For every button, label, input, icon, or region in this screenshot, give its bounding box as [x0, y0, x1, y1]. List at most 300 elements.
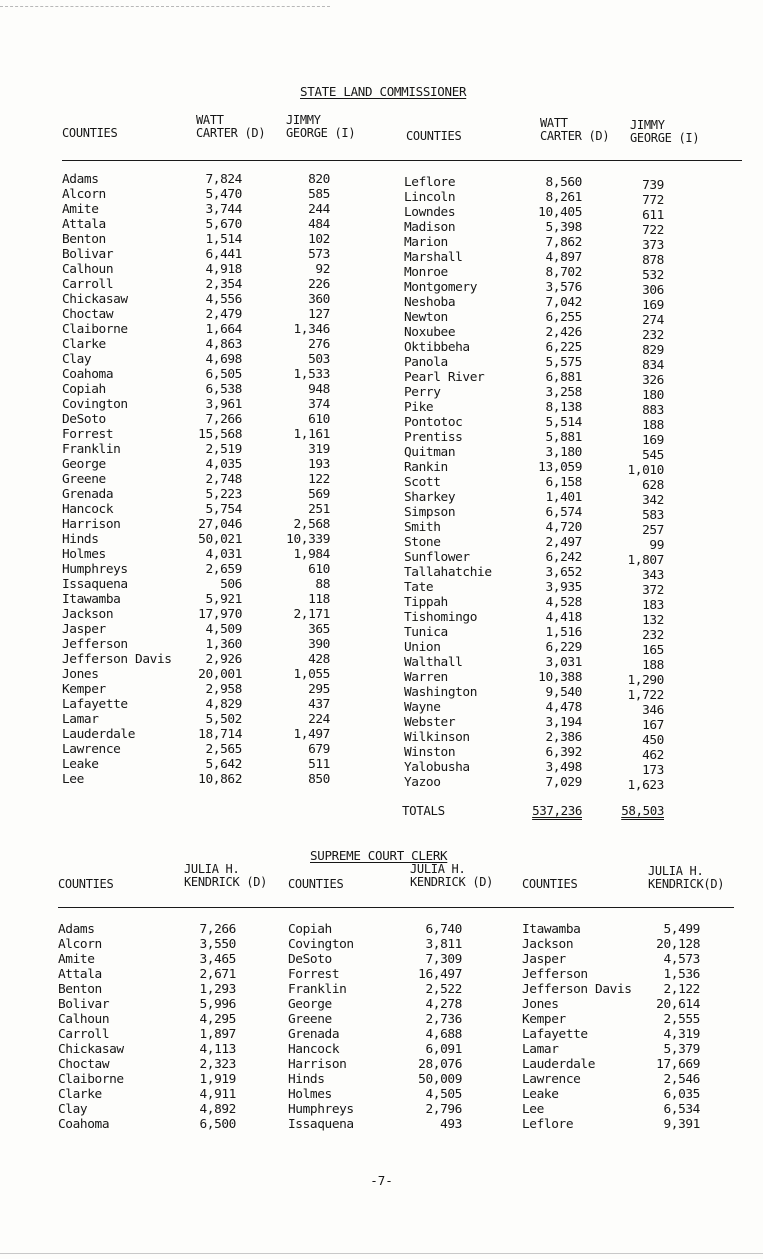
carter-votes-cell: 2,386 [545, 730, 582, 745]
county-cell: Leflore [522, 1117, 574, 1132]
header-line: JIMMY [286, 113, 321, 127]
county-cell: Walthall [404, 655, 463, 670]
carter-votes-cell: 50,021 [198, 532, 242, 547]
kendrick-votes-cell: 1,293 [199, 982, 236, 997]
county-cell: Choctaw [62, 307, 114, 322]
county-cell: Newton [404, 310, 448, 325]
county-cell: Marshall [404, 250, 463, 265]
kendrick-votes-cell: 6,035 [663, 1087, 700, 1102]
carter-votes-cell: 2,426 [545, 325, 582, 340]
carter-votes-cell: 3,031 [545, 655, 582, 670]
county-cell: Greene [288, 1012, 332, 1027]
george-votes-cell: 834 [642, 358, 664, 373]
county-cell: Winston [404, 745, 456, 760]
george-votes-cell: 569 [308, 487, 330, 502]
header-line: KENDRICK(D) [648, 877, 725, 891]
carter-votes-cell: 2,565 [205, 742, 242, 757]
county-cell: Kemper [62, 682, 106, 697]
header-line: JULIA H. [184, 862, 240, 876]
kendrick-votes-cell: 9,391 [663, 1117, 700, 1132]
george-votes-cell: 1,623 [627, 778, 664, 793]
county-cell: Copiah [62, 382, 106, 397]
george-votes-cell: 232 [642, 328, 664, 343]
carter-votes-cell: 5,398 [545, 220, 582, 235]
clerk-col3-votes-column [646, 922, 700, 1132]
county-cell: Franklin [62, 442, 121, 457]
county-cell: Chickasaw [58, 1042, 124, 1057]
george-votes-cell: 883 [642, 403, 664, 418]
george-votes-cell: 10,339 [286, 532, 330, 547]
county-cell: Itawamba [522, 922, 581, 937]
kendrick-votes-cell: 17,669 [656, 1057, 700, 1072]
land-totals-label: TOTALS [402, 803, 445, 818]
kendrick-votes-cell: 3,465 [199, 952, 236, 967]
carter-votes-cell: 5,514 [545, 415, 582, 430]
carter-votes-cell: 1,360 [205, 637, 242, 652]
george-votes-cell: 365 [308, 622, 330, 637]
county-cell: Adams [62, 172, 99, 187]
carter-votes-cell: 4,698 [205, 352, 242, 367]
george-votes-cell: 193 [308, 457, 330, 472]
page-number: -7- [370, 1173, 393, 1188]
kendrick-votes-cell: 2,796 [425, 1102, 462, 1117]
carter-votes-cell: 6,441 [205, 247, 242, 262]
george-votes-cell: 820 [308, 172, 330, 187]
carter-votes-cell: 4,031 [205, 547, 242, 562]
header-line: WATT [540, 116, 568, 130]
county-cell: Grenada [288, 1027, 340, 1042]
kendrick-votes-cell: 5,499 [663, 922, 700, 937]
clerk-col3-counties-header: COUNTIES [522, 877, 578, 891]
county-cell: Wilkinson [404, 730, 470, 745]
header-line: JULIA H. [410, 862, 466, 876]
kendrick-votes-cell: 493 [440, 1117, 462, 1132]
county-cell: Alcorn [58, 937, 102, 952]
land-right-george-column [620, 178, 664, 793]
carter-votes-cell: 1,516 [545, 625, 582, 640]
county-cell: Prentiss [404, 430, 463, 445]
supreme-court-clerk-title: SUPREME COURT CLERK [310, 848, 448, 863]
land-left-carter-column [190, 172, 242, 787]
county-cell: Noxubee [404, 325, 456, 340]
clerk-col1-counties-header: COUNTIES [58, 877, 114, 891]
carter-votes-cell: 5,670 [205, 217, 242, 232]
county-cell: Lauderdale [522, 1057, 596, 1072]
carter-votes-cell: 5,575 [545, 355, 582, 370]
kendrick-votes-cell: 6,534 [663, 1102, 700, 1117]
george-votes-cell: 346 [642, 703, 664, 718]
county-cell: Alcorn [62, 187, 106, 202]
county-cell: Harrison [288, 1057, 347, 1072]
header-line: KENDRICK (D) [410, 875, 494, 889]
carter-votes-cell: 2,659 [205, 562, 242, 577]
header-line: KENDRICK (D) [184, 875, 268, 889]
clerk-col2-kendrick-header [410, 863, 493, 889]
carter-votes-cell: 1,664 [205, 322, 242, 337]
header-line: CARTER (D) [196, 126, 266, 140]
county-cell: Lawrence [62, 742, 121, 757]
carter-votes-cell: 3,576 [545, 280, 582, 295]
kendrick-votes-cell: 4,911 [199, 1087, 236, 1102]
carter-votes-cell: 6,574 [545, 505, 582, 520]
county-cell: Franklin [288, 982, 347, 997]
carter-votes-cell: 8,261 [545, 190, 582, 205]
county-cell: Jackson [62, 607, 114, 622]
carter-votes-cell: 2,926 [205, 652, 242, 667]
kendrick-votes-cell: 4,319 [663, 1027, 700, 1042]
county-cell: Yalobusha [404, 760, 470, 775]
county-cell: Neshoba [404, 295, 456, 310]
county-cell: Leflore [404, 175, 456, 190]
george-votes-cell: 511 [308, 757, 330, 772]
george-votes-cell: 450 [642, 733, 664, 748]
george-votes-cell: 1,984 [293, 547, 330, 562]
carter-votes-cell: 4,478 [545, 700, 582, 715]
county-cell: Madison [404, 220, 456, 235]
land-left-george-column [282, 172, 330, 787]
george-votes-cell: 188 [642, 418, 664, 433]
carter-votes-cell: 4,918 [205, 262, 242, 277]
county-cell: Coahoma [62, 367, 114, 382]
kendrick-votes-cell: 4,688 [425, 1027, 462, 1042]
county-cell: Jones [522, 997, 559, 1012]
county-cell: Stone [404, 535, 441, 550]
carter-votes-cell: 8,702 [545, 265, 582, 280]
clerk-header-rule [58, 907, 734, 908]
land-right-carter-column [530, 175, 582, 790]
county-cell: Harrison [62, 517, 121, 532]
land-right-counties-column [404, 175, 492, 790]
carter-votes-cell: 5,470 [205, 187, 242, 202]
county-cell: Hancock [288, 1042, 340, 1057]
george-votes-cell: 169 [642, 433, 664, 448]
george-votes-cell: 343 [642, 568, 664, 583]
county-cell: Carroll [58, 1027, 110, 1042]
county-cell: Adams [58, 922, 95, 937]
george-votes-cell: 1,497 [293, 727, 330, 742]
george-votes-cell: 132 [642, 613, 664, 628]
county-cell: DeSoto [288, 952, 332, 967]
kendrick-votes-cell: 50,009 [418, 1072, 462, 1087]
county-cell: Rankin [404, 460, 448, 475]
kendrick-votes-cell: 2,522 [425, 982, 462, 997]
george-votes-cell: 232 [642, 628, 664, 643]
carter-votes-cell: 6,229 [545, 640, 582, 655]
county-cell: Hancock [62, 502, 114, 517]
clerk-col1-counties-column [58, 922, 124, 1132]
kendrick-votes-cell: 28,076 [418, 1057, 462, 1072]
county-cell: Smith [404, 520, 441, 535]
carter-votes-cell: 6,158 [545, 475, 582, 490]
land-right-george-header [630, 119, 699, 145]
county-cell: Covington [288, 937, 354, 952]
clerk-col1-kendrick-header [184, 863, 267, 889]
county-cell: Scott [404, 475, 441, 490]
county-cell: Jefferson [522, 967, 588, 982]
kendrick-votes-cell: 4,505 [425, 1087, 462, 1102]
carter-votes-cell: 6,881 [545, 370, 582, 385]
clerk-col2-counties-header: COUNTIES [288, 877, 344, 891]
kendrick-votes-cell: 16,497 [418, 967, 462, 982]
kendrick-votes-cell: 4,113 [199, 1042, 236, 1057]
county-cell: Perry [404, 385, 441, 400]
carter-votes-cell: 18,714 [198, 727, 242, 742]
george-votes-cell: 610 [308, 412, 330, 427]
county-cell: George [288, 997, 332, 1012]
george-votes-cell: 326 [642, 373, 664, 388]
george-votes-cell: 1,161 [293, 427, 330, 442]
george-votes-cell: 611 [642, 208, 664, 223]
george-votes-cell: 503 [308, 352, 330, 367]
george-votes-cell: 257 [642, 523, 664, 538]
county-cell: Panola [404, 355, 448, 370]
county-cell: Tippah [404, 595, 448, 610]
george-votes-cell: 948 [308, 382, 330, 397]
kendrick-votes-cell: 2,555 [663, 1012, 700, 1027]
header-line: CARTER (D) [540, 129, 610, 143]
carter-votes-cell: 2,519 [205, 442, 242, 457]
george-votes-cell: 878 [642, 253, 664, 268]
header-line: JULIA H. [648, 864, 704, 878]
county-cell: Tallahatchie [404, 565, 492, 580]
george-votes-cell: 374 [308, 397, 330, 412]
kendrick-votes-cell: 4,573 [663, 952, 700, 967]
carter-votes-cell: 17,970 [198, 607, 242, 622]
carter-votes-cell: 7,042 [545, 295, 582, 310]
carter-votes-cell: 4,418 [545, 610, 582, 625]
carter-votes-cell: 2,497 [545, 535, 582, 550]
county-cell: Montgomery [404, 280, 478, 295]
carter-votes-cell: 2,354 [205, 277, 242, 292]
carter-votes-cell: 6,225 [545, 340, 582, 355]
george-votes-cell: 127 [308, 307, 330, 322]
clerk-col2-votes-column [410, 922, 462, 1132]
carter-votes-cell: 5,223 [205, 487, 242, 502]
george-votes-cell: 583 [642, 508, 664, 523]
carter-votes-cell: 2,748 [205, 472, 242, 487]
george-votes-cell: 462 [642, 748, 664, 763]
carter-votes-cell: 1,514 [205, 232, 242, 247]
george-votes-cell: 319 [308, 442, 330, 457]
george-votes-cell: 390 [308, 637, 330, 652]
carter-votes-cell: 20,001 [198, 667, 242, 682]
george-votes-cell: 1,010 [627, 463, 664, 478]
george-votes-cell: 342 [642, 493, 664, 508]
george-votes-cell: 610 [308, 562, 330, 577]
header-line: GEORGE (I) [286, 126, 356, 140]
county-cell: Webster [404, 715, 456, 730]
county-cell: Lafayette [62, 697, 128, 712]
carter-votes-cell: 27,046 [198, 517, 242, 532]
carter-votes-cell: 3,652 [545, 565, 582, 580]
carter-votes-cell: 6,242 [545, 550, 582, 565]
carter-votes-cell: 5,921 [205, 592, 242, 607]
county-cell: Benton [62, 232, 106, 247]
carter-votes-cell: 15,568 [198, 427, 242, 442]
george-votes-cell: 360 [308, 292, 330, 307]
carter-votes-cell: 1,401 [545, 490, 582, 505]
george-votes-cell: 373 [642, 238, 664, 253]
county-cell: Clay [62, 352, 92, 367]
county-cell: Jackson [522, 937, 574, 952]
carter-votes-cell: 8,138 [545, 400, 582, 415]
george-votes-cell: 276 [308, 337, 330, 352]
county-cell: Hinds [288, 1072, 325, 1087]
county-cell: Calhoun [62, 262, 114, 277]
kendrick-votes-cell: 20,614 [656, 997, 700, 1012]
county-cell: Carroll [62, 277, 114, 292]
county-cell: Grenada [62, 487, 114, 502]
george-votes-cell: 183 [642, 598, 664, 613]
george-votes-cell: 484 [308, 217, 330, 232]
county-cell: Wayne [404, 700, 441, 715]
george-votes-cell: 585 [308, 187, 330, 202]
george-votes-cell: 1,055 [293, 667, 330, 682]
george-votes-cell: 722 [642, 223, 664, 238]
kendrick-votes-cell: 4,892 [199, 1102, 236, 1117]
carter-votes-cell: 3,194 [545, 715, 582, 730]
george-votes-cell: 1,722 [627, 688, 664, 703]
county-cell: Lowndes [404, 205, 456, 220]
header-line: JIMMY [630, 118, 665, 132]
george-votes-cell: 850 [308, 772, 330, 787]
county-cell: Amite [62, 202, 99, 217]
land-totals-george: 58,503 [621, 803, 664, 818]
county-cell: Chickasaw [62, 292, 128, 307]
land-header-rule [62, 160, 742, 161]
george-votes-cell: 99 [649, 538, 664, 553]
george-votes-cell: 88 [315, 577, 330, 592]
county-cell: Holmes [62, 547, 106, 562]
george-votes-cell: 102 [308, 232, 330, 247]
county-cell: Jefferson [62, 637, 128, 652]
county-cell: Humphreys [288, 1102, 354, 1117]
county-cell: Warren [404, 670, 448, 685]
george-votes-cell: 173 [642, 763, 664, 778]
george-votes-cell: 532 [642, 268, 664, 283]
carter-votes-cell: 6,505 [205, 367, 242, 382]
county-cell: Lawrence [522, 1072, 581, 1087]
kendrick-votes-cell: 20,128 [656, 937, 700, 952]
george-votes-cell: 1,346 [293, 322, 330, 337]
county-cell: Tate [404, 580, 434, 595]
george-votes-cell: 428 [308, 652, 330, 667]
county-cell: Claiborne [58, 1072, 124, 1087]
kendrick-votes-cell: 4,295 [199, 1012, 236, 1027]
county-cell: Jasper [62, 622, 106, 637]
land-commissioner-title: STATE LAND COMMISSIONER [300, 84, 467, 99]
george-votes-cell: 244 [308, 202, 330, 217]
carter-votes-cell: 4,720 [545, 520, 582, 535]
county-cell: Tunica [404, 625, 448, 640]
county-cell: Clarke [58, 1087, 102, 1102]
george-votes-cell: 829 [642, 343, 664, 358]
land-totals-carter: 537,236 [532, 803, 582, 818]
carter-votes-cell: 3,935 [545, 580, 582, 595]
george-votes-cell: 295 [308, 682, 330, 697]
land-right-counties-header: COUNTIES [406, 129, 462, 143]
george-votes-cell: 739 [642, 178, 664, 193]
carter-votes-cell: 4,863 [205, 337, 242, 352]
kendrick-votes-cell: 5,379 [663, 1042, 700, 1057]
carter-votes-cell: 5,642 [205, 757, 242, 772]
george-votes-cell: 679 [308, 742, 330, 757]
header-line: GEORGE (I) [630, 131, 700, 145]
county-cell: Lauderdale [62, 727, 136, 742]
county-cell: Simpson [404, 505, 456, 520]
bottom-edge-line [0, 1253, 763, 1254]
carter-votes-cell: 10,862 [198, 772, 242, 787]
george-votes-cell: 306 [642, 283, 664, 298]
carter-votes-cell: 3,180 [545, 445, 582, 460]
kendrick-votes-cell: 2,546 [663, 1072, 700, 1087]
carter-votes-cell: 13,059 [538, 460, 582, 475]
kendrick-votes-cell: 5,996 [199, 997, 236, 1012]
kendrick-votes-cell: 2,323 [199, 1057, 236, 1072]
county-cell: Lamar [522, 1042, 559, 1057]
kendrick-votes-cell: 7,309 [425, 952, 462, 967]
land-left-counties-header: COUNTIES [62, 126, 118, 140]
george-votes-cell: 224 [308, 712, 330, 727]
county-cell: Kemper [522, 1012, 566, 1027]
kendrick-votes-cell: 2,671 [199, 967, 236, 982]
county-cell: Covington [62, 397, 128, 412]
county-cell: Clarke [62, 337, 106, 352]
land-left-carter-header [196, 114, 265, 140]
county-cell: Lamar [62, 712, 99, 727]
clerk-col3-kendrick-header [648, 865, 724, 891]
carter-votes-cell: 5,502 [205, 712, 242, 727]
county-cell: Leake [62, 757, 99, 772]
land-left-george-header [286, 114, 355, 140]
county-cell: Claiborne [62, 322, 128, 337]
county-cell: Monroe [404, 265, 448, 280]
county-cell: Pearl River [404, 370, 485, 385]
county-cell: Union [404, 640, 441, 655]
carter-votes-cell: 7,266 [205, 412, 242, 427]
george-votes-cell: 628 [642, 478, 664, 493]
george-votes-cell: 188 [642, 658, 664, 673]
county-cell: Lafayette [522, 1027, 588, 1042]
county-cell: Oktibbeha [404, 340, 470, 355]
kendrick-votes-cell: 6,091 [425, 1042, 462, 1057]
carter-votes-cell: 5,754 [205, 502, 242, 517]
carter-votes-cell: 6,255 [545, 310, 582, 325]
county-cell: Sunflower [404, 550, 470, 565]
header-line: WATT [196, 113, 224, 127]
george-votes-cell: 180 [642, 388, 664, 403]
george-votes-cell: 274 [642, 313, 664, 328]
carter-votes-cell: 6,392 [545, 745, 582, 760]
county-cell: Marion [404, 235, 448, 250]
kendrick-votes-cell: 2,122 [663, 982, 700, 997]
county-cell: Pontotoc [404, 415, 463, 430]
george-votes-cell: 772 [642, 193, 664, 208]
clerk-col2-counties-column [288, 922, 354, 1132]
county-cell: Issaquena [288, 1117, 354, 1132]
county-cell: Amite [58, 952, 95, 967]
carter-votes-cell: 3,258 [545, 385, 582, 400]
carter-votes-cell: 7,029 [545, 775, 582, 790]
carter-votes-cell: 5,881 [545, 430, 582, 445]
county-cell: Jefferson Davis [522, 982, 632, 997]
carter-votes-cell: 4,556 [205, 292, 242, 307]
carter-votes-cell: 4,528 [545, 595, 582, 610]
county-cell: Itawamba [62, 592, 121, 607]
carter-votes-cell: 4,509 [205, 622, 242, 637]
george-votes-cell: 122 [308, 472, 330, 487]
land-left-counties-column [62, 172, 172, 787]
